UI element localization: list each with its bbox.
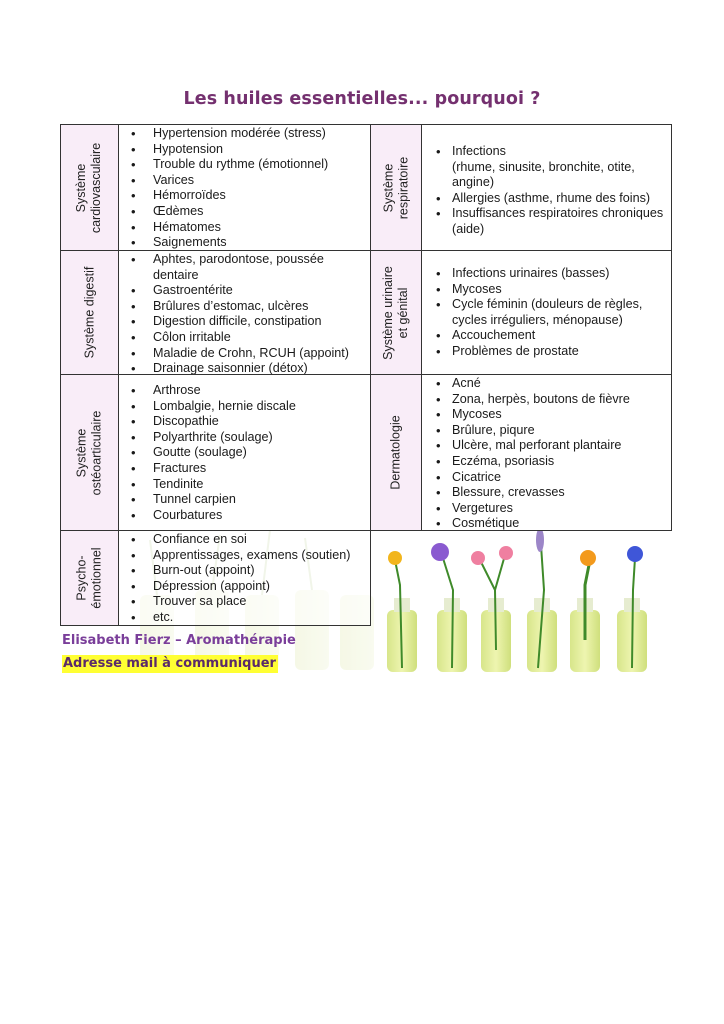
- label-line: respiratoire: [396, 156, 410, 219]
- list-item: • Lombalgie, hernie discale: [119, 399, 370, 415]
- list-item: • Infections (rhume, sinusite, bronchite, otite, angine): [422, 144, 671, 191]
- label-line: ostéoarticulaire: [89, 410, 104, 495]
- list-item: • Hémorroïdes: [119, 188, 370, 204]
- list-item: • Blessure, crevasses: [422, 485, 671, 501]
- content-digestif: [118, 250, 371, 375]
- list-item: • Cosmétique: [422, 516, 671, 532]
- list-item: • Ulcère, mal perforant plantaire: [422, 438, 671, 454]
- list-item: • Drainage saisonnier (détox): [119, 361, 370, 377]
- content-urinaire: [421, 250, 672, 375]
- list-item: • Œdèmes: [119, 204, 370, 220]
- label-line: émotionnel: [89, 547, 104, 609]
- list-item: • Hématomes: [119, 220, 370, 236]
- label-line: Système: [74, 428, 89, 477]
- list-item: • Vergetures: [422, 501, 671, 517]
- label-line: Système: [381, 163, 395, 212]
- list-cardiovasculaire: [119, 126, 370, 251]
- list-item: • Zona, herpès, boutons de fièvre: [422, 392, 671, 408]
- list-item: • Tendinite: [119, 477, 370, 493]
- list-item: • etc.: [119, 610, 370, 626]
- list-item: • Arthrose: [119, 383, 370, 399]
- content-respiratoire: [421, 124, 672, 251]
- list-dermatologie: [422, 376, 671, 532]
- list-item: • Saignements: [119, 235, 370, 251]
- list-item: • Goutte (soulage): [119, 445, 370, 461]
- list-item: • Mycoses: [422, 407, 671, 423]
- list-item: • Eczéma, psoriasis: [422, 454, 671, 470]
- list-item: • Cicatrice: [422, 470, 671, 486]
- list-item: • Fractures: [119, 461, 370, 477]
- list-item: • Aphtes, parodontose, poussée dentaire: [119, 252, 370, 283]
- page-title: Les huiles essentielles... pourquoi ?: [183, 89, 541, 109]
- label-line: Système: [74, 163, 89, 212]
- list-item: • Insuffisances respiratoires chroniques (aide): [422, 206, 671, 237]
- list-item: • Hypertension modérée (stress): [119, 126, 370, 142]
- list-item: • Accouchement: [422, 328, 671, 344]
- label-osteoarticulaire: [60, 374, 119, 531]
- contact-mail-placeholder: Adresse mail à communiquer: [63, 656, 276, 671]
- list-item: • Gastroentérite: [119, 283, 370, 299]
- list-urinaire: [422, 266, 671, 360]
- list-item: • Dépression (appoint): [119, 579, 370, 595]
- list-item: • Varices: [119, 173, 370, 189]
- label-line: Psycho-: [74, 555, 89, 601]
- label-dermatologie: [370, 374, 422, 531]
- list-item: • Confiance en soi: [119, 532, 370, 548]
- list-item: • Problèmes de prostate: [422, 344, 671, 360]
- list-item: • Cycle féminin (douleurs de règles, cycles irréguliers, ménopause): [422, 297, 671, 328]
- author-name: Elisabeth Fierz – Aromathérapie: [62, 633, 296, 648]
- list-item: • Trouver sa place: [119, 594, 370, 610]
- list-item: • Brûlures d’estomac, ulcères: [119, 299, 370, 315]
- list-item: • Tunnel carpien: [119, 492, 370, 508]
- list-item: • Apprentissages, examens (soutien): [119, 548, 370, 564]
- list-item: • Acné: [422, 376, 671, 392]
- list-item: • Discopathie: [119, 414, 370, 430]
- list-respiratoire: [422, 144, 671, 238]
- list-item: • Mycoses: [422, 282, 671, 298]
- content-dermatologie: [421, 374, 672, 531]
- list-item: • Hypotension: [119, 142, 370, 158]
- label-psycho-emotionnel: [60, 530, 119, 626]
- list-osteoarticulaire: [119, 383, 370, 523]
- list-item: • Burn-out (appoint): [119, 563, 370, 579]
- list-psycho-emotionnel: [119, 532, 370, 626]
- label-line: Système digestif: [82, 266, 96, 359]
- content-osteoarticulaire: [118, 374, 371, 531]
- list-item: • Digestion difficile, constipation: [119, 314, 370, 330]
- list-item: • Infections urinaires (basses): [422, 266, 671, 282]
- list-item: • Trouble du rythme (émotionnel): [119, 157, 370, 173]
- label-line: Dermatologie: [388, 415, 403, 490]
- label-line: et génital: [396, 287, 411, 338]
- list-item: • Maladie de Crohn, RCUH (appoint): [119, 346, 370, 362]
- list-item: • Courbatures: [119, 508, 370, 524]
- label-line: Système urinaire: [381, 265, 396, 360]
- list-item: • Brûlure, piqure: [422, 423, 671, 439]
- list-item: • Polyarthrite (soulage): [119, 430, 370, 446]
- list-digestif: [119, 252, 370, 377]
- content-psycho-emotionnel: [118, 530, 371, 626]
- label-cardiovasculaire: [60, 124, 119, 251]
- label-line: cardiovasculaire: [89, 142, 104, 233]
- list-item: • Allergies (asthme, rhume des foins): [422, 191, 671, 207]
- label-respiratoire: [370, 124, 422, 251]
- content-cardiovasculaire: [118, 124, 371, 251]
- label-urinaire: [370, 250, 422, 375]
- list-item: • Côlon irritable: [119, 330, 370, 346]
- label-digestif: [60, 250, 119, 375]
